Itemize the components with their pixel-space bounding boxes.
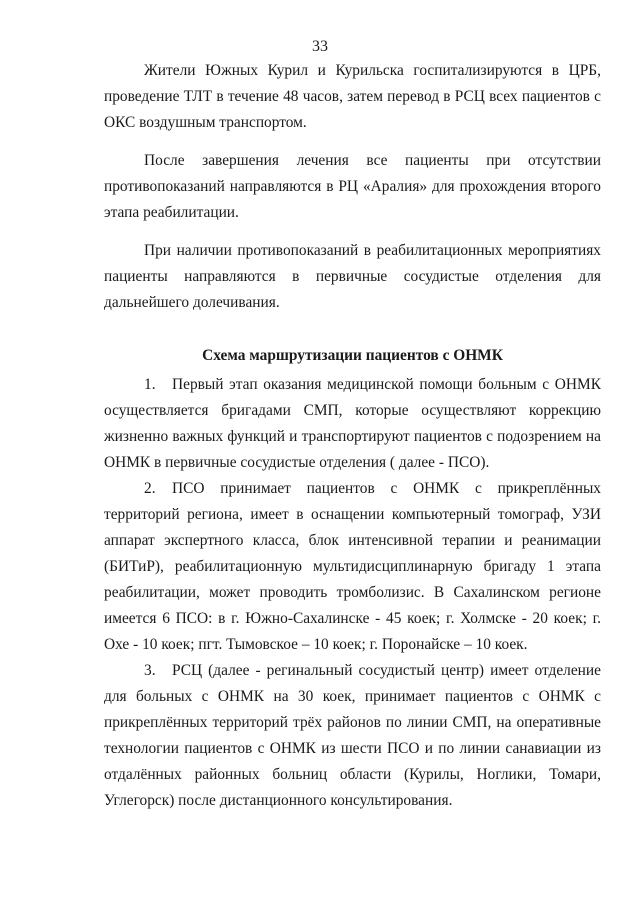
list-item-number: 1.: [144, 376, 156, 393]
list-item-text: ПСО принимает пациентов с ОНМК с прикреплённых территорий региона, имеет в оснащении компьютерный томограф, УЗИ аппарат экспертного класса, блок интенсивной терапии и реанимации (БИТиР), реабилитационную мультидисциплинарную бригаду 1 этапа реабилитации, может проводить тромболизис. В Сахалинском регионе имеется 6 ПСО: в г. Южно-Сахалинске - 45 коек; г. Холмске - 20 коек; г. Охе - 10 коек; пгт. Тымовское – 10 коек; г. Поронайске – 10 коек.: [104, 480, 601, 653]
paragraph-1: Жители Южных Курил и Курильска госпитализируются в ЦРБ, проведение ТЛТ в течение 48 часов, затем перевод в РСЦ всех пациентов с ОКС воздушным транспортом.: [104, 62, 601, 131]
list-item-2: [104, 476, 601, 658]
list-item-number: 2.: [144, 480, 156, 497]
document-body: [104, 58, 601, 814]
list-item-1: [104, 372, 601, 476]
section-heading: Схема маршрутизации пациентов с ОНМК: [202, 347, 503, 364]
paragraph-2: После завершения лечения все пациенты при отсутствии противопоказаний направляются в РЦ «Аралия» для прохождения второго этапа реабилитации.: [104, 152, 601, 221]
paragraph-3: При наличии противопоказаний в реабилитационных мероприятиях пациенты направляются в первичные сосудистые отделения для дальнейшего долечивания.: [104, 242, 601, 311]
list-item-text: РСЦ (далее - регинальный сосудистый центр) имеет отделение для больных с ОНМК на 30 коек, принимает пациентов с ОНМК с прикреплённых территорий трёх районов по линии СМП, на оперативные технологии пациентов с ОНМК из шести ПСО и по линии санавиации из отдалённых районных больниц области (Курилы, Ноглики, Томари, Углегорск) после дистанционного консультирования.: [104, 662, 601, 809]
list-item-number: 3.: [144, 662, 156, 679]
list-item-text: Первый этап оказания медицинской помощи больным с ОНМК осуществляется бригадами СМП, которые осуществляют коррекцию жизненно важных функций и транспортируют пациентов с подозрением на ОНМК в первичные сосудистые отделения ( далее - ПСО).: [104, 376, 601, 471]
list-item-3: [104, 658, 601, 814]
page-number: 33: [312, 38, 328, 55]
